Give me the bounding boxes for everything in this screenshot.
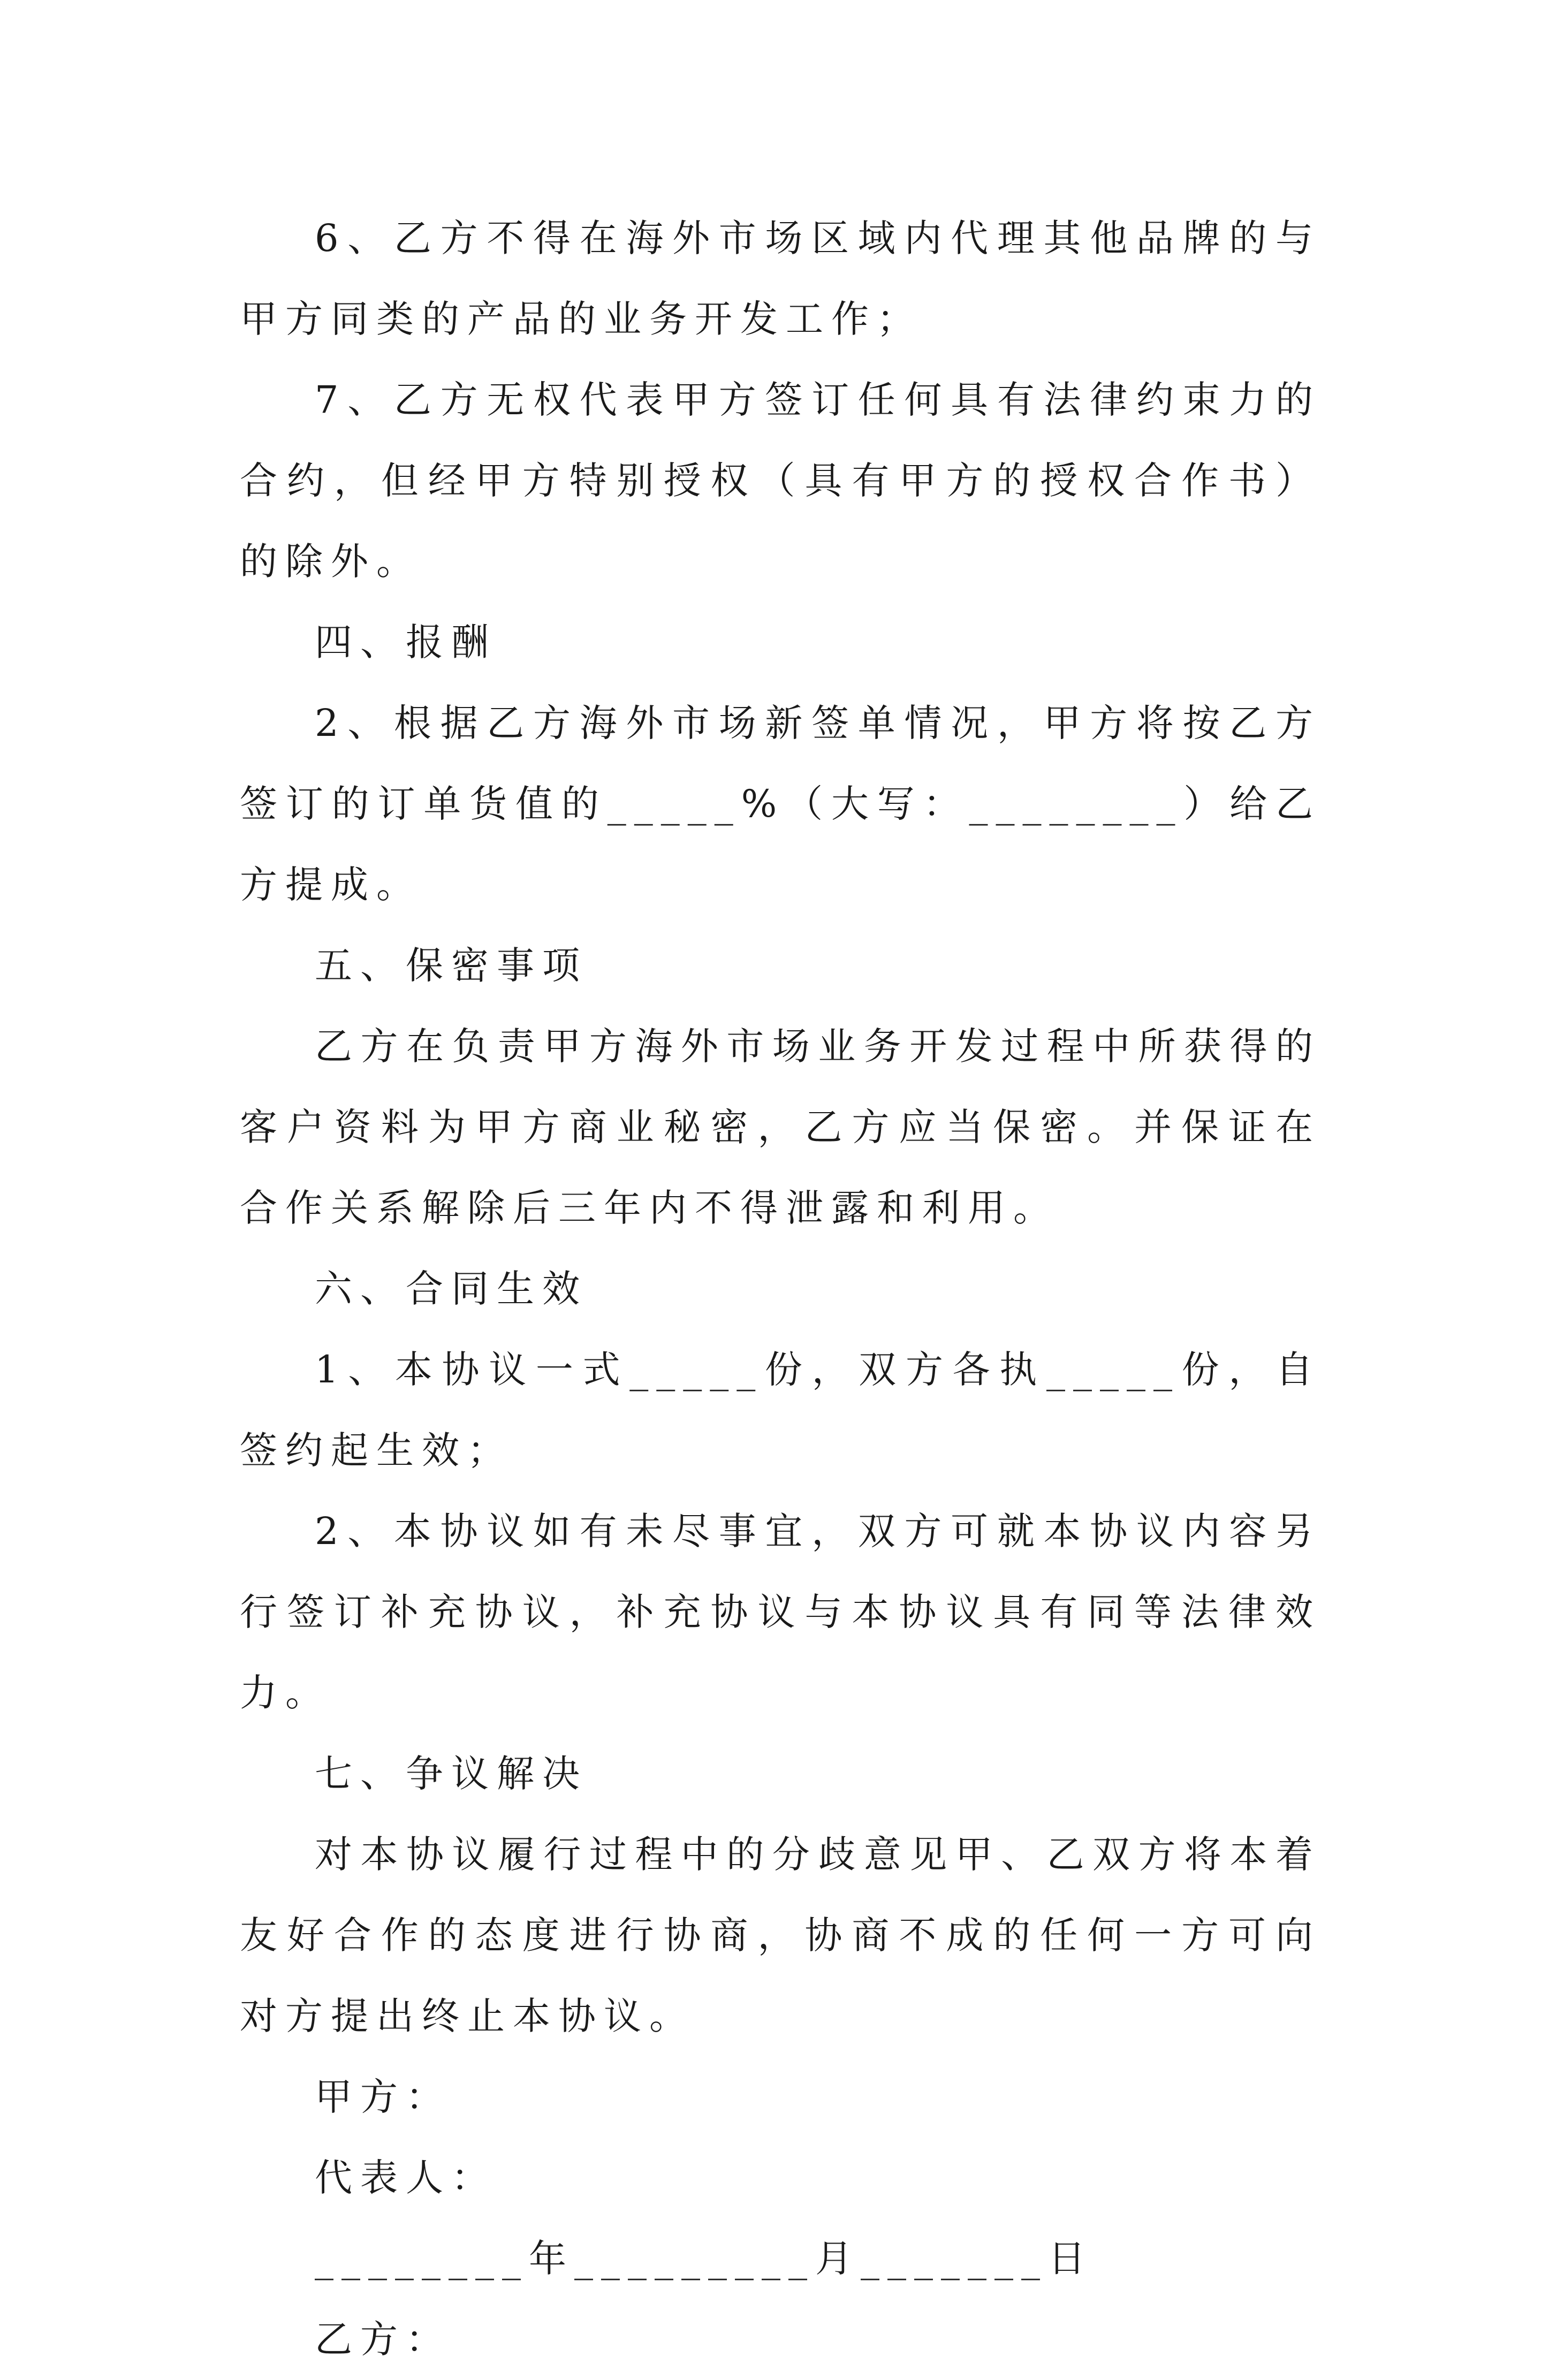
clause-supplementary: 2、本协议如有未尽事宜，双方可就本协议内容另行签订补充协议，补充协议与本协议具有同等法律效力。 bbox=[240, 1509, 1321, 1715]
clause-7: 7、乙方无权代表甲方签订任何具有法律约束力的合约，但经甲方特别授权（具有甲方的授权合作书）的除外。 bbox=[240, 378, 1321, 583]
clause-copies: 1、本协议一式_____份，双方各执_____份，自签约起生效； bbox=[240, 1348, 1321, 1472]
party-b-label: 乙方： bbox=[315, 2317, 451, 2361]
clause-6: 6、乙方不得在海外市场区域内代理其他品牌的与甲方同类的产品的业务开发工作； bbox=[240, 216, 1321, 341]
clause-dispute: 对本协议履行过程中的分歧意见甲、乙双方将本着友好合作的态度进行协商，协商不成的任何一方可向对方提出终止本协议。 bbox=[240, 1832, 1321, 2038]
party-a-label: 甲方： bbox=[315, 2075, 451, 2119]
clause-commission: 2、根据乙方海外市场新签单情况，甲方将按乙方签订的订单货值的_____%（大写：________）给乙方提成。 bbox=[240, 701, 1321, 907]
section-heading-remuneration: 四、报酬 bbox=[315, 620, 497, 664]
section-heading-confidentiality: 五、保密事项 bbox=[315, 944, 588, 987]
section-heading-effectiveness: 六、合同生效 bbox=[315, 1267, 588, 1311]
clause-confidentiality: 乙方在负责甲方海外市场业务开发过程中所获得的客户资料为甲方商业秘密，乙方应当保密。并保证在合作关系解除后三年内不得泄露和利用。 bbox=[240, 1024, 1321, 1230]
document-body bbox=[240, 198, 1321, 2380]
section-heading-dispute: 七、争议解决 bbox=[315, 1752, 588, 1796]
representative-label: 代表人： bbox=[315, 2156, 497, 2200]
date-line: ________年_________月_______日 bbox=[315, 2237, 1094, 2280]
